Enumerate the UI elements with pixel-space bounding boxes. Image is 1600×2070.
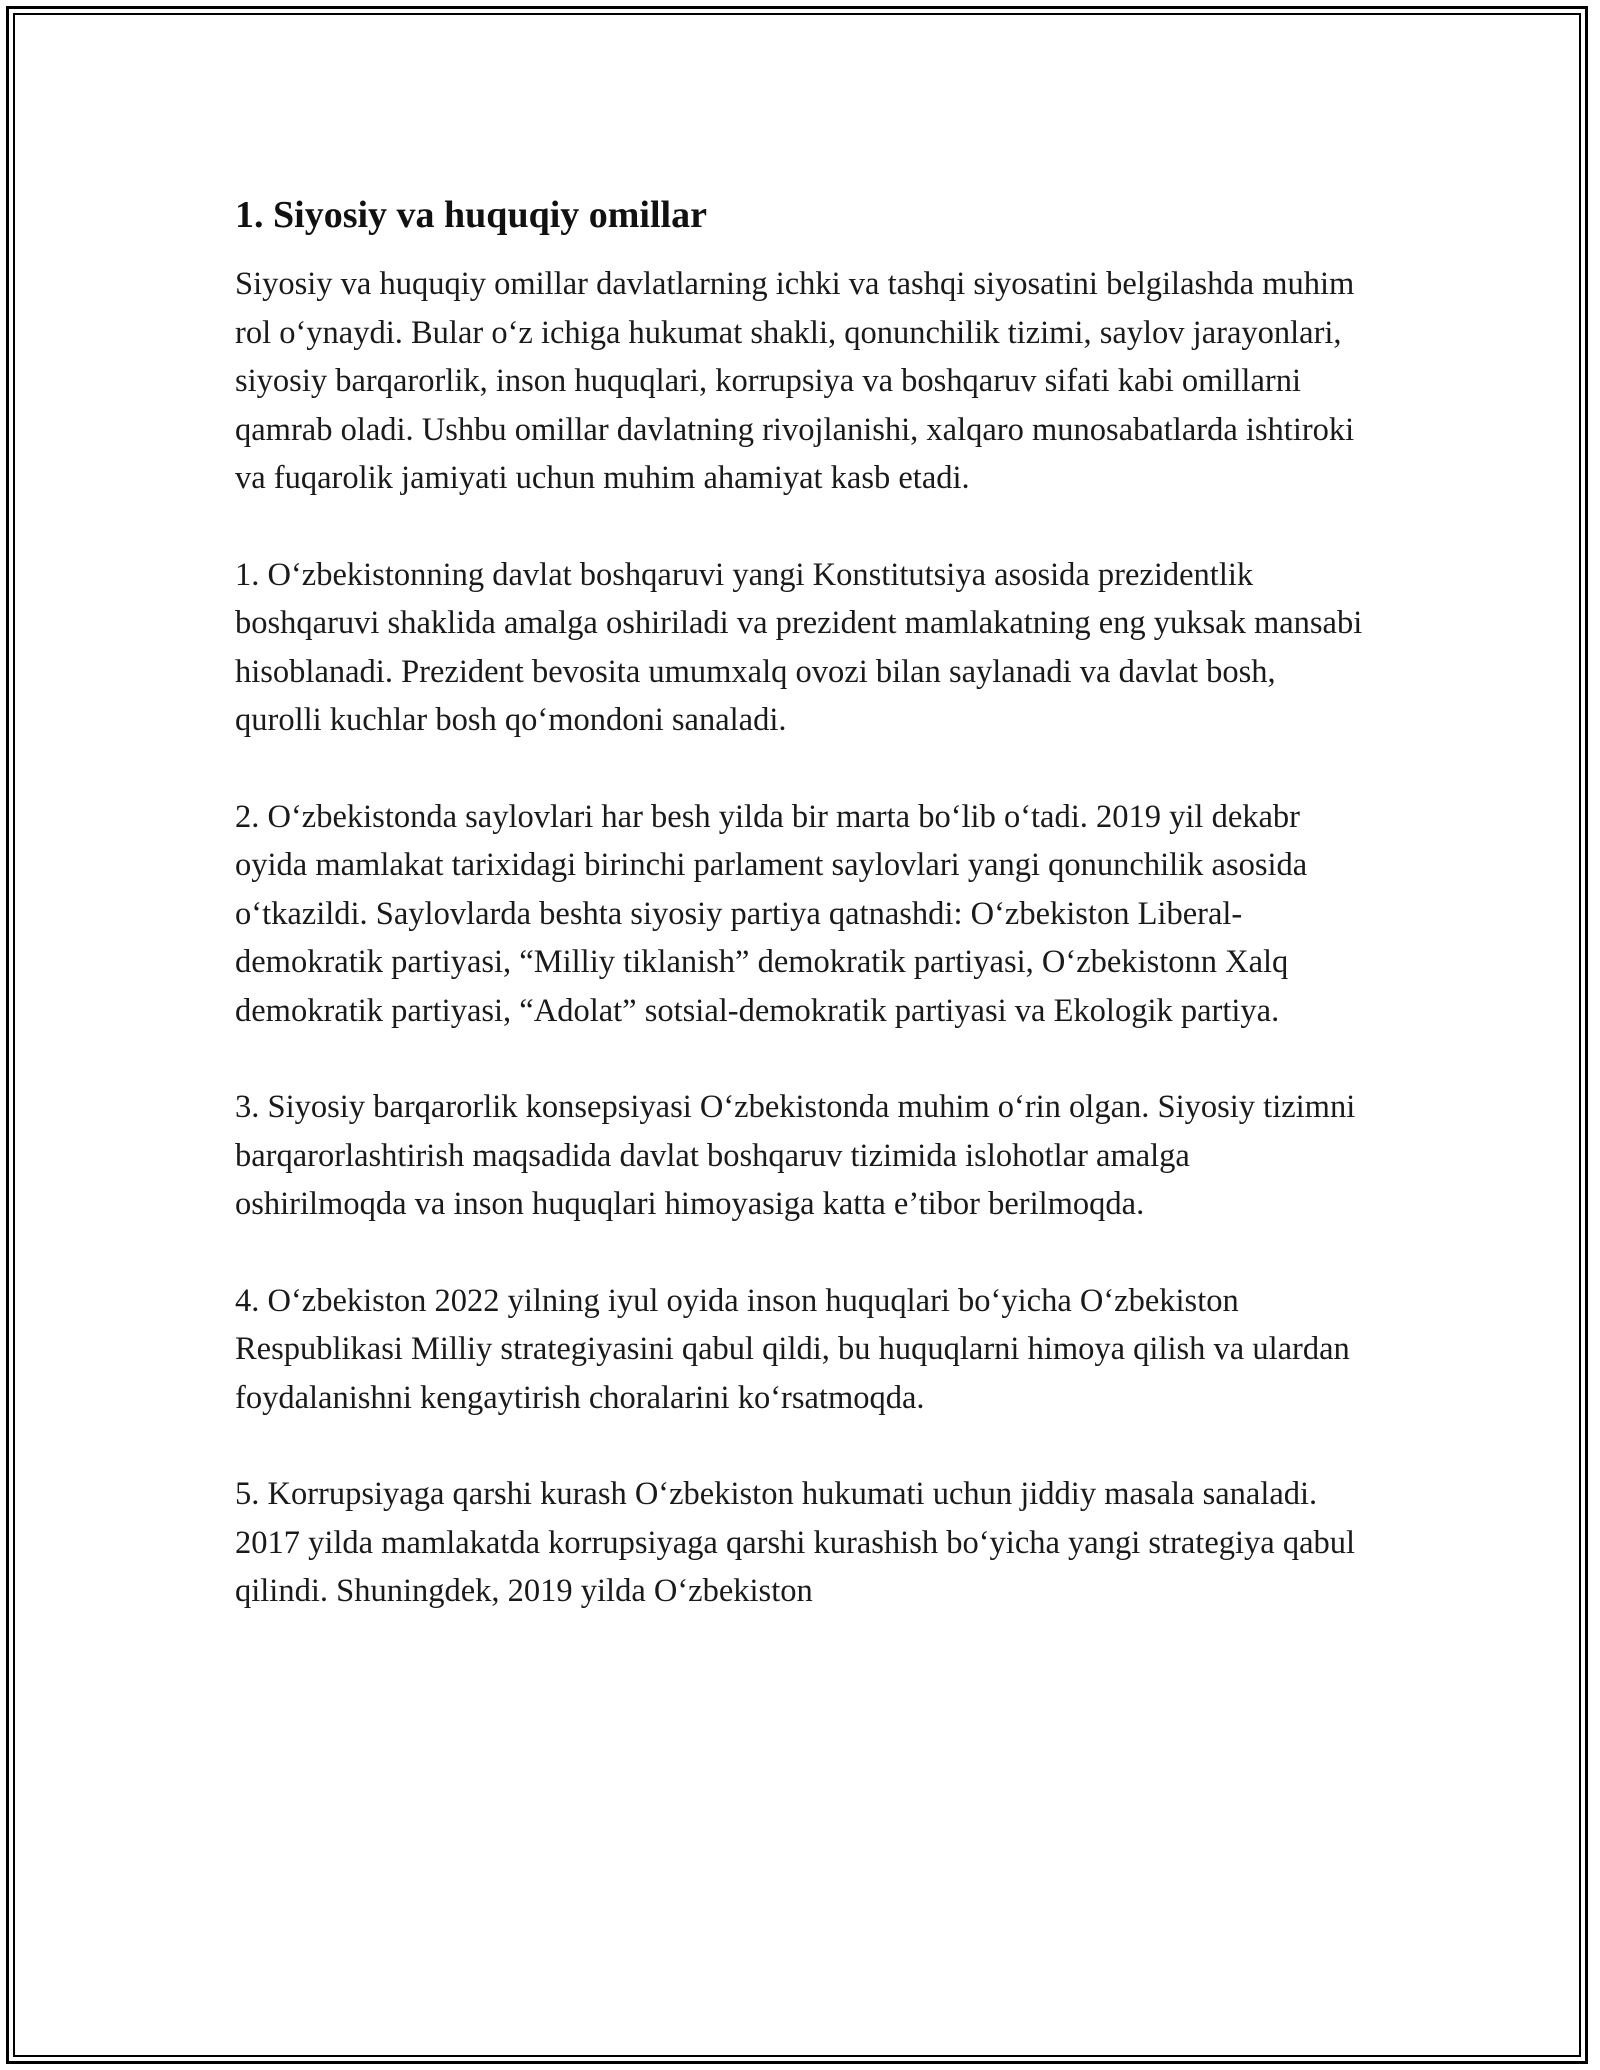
section-heading: 1. Siyosiy va huquqiy omillar (235, 194, 707, 236)
paragraph-item-1: 1. O‘zbekistonning davlat boshqaruvi yangi Konstitutsiya asosida prezidentlik boshqaruvi shaklida amalga oshiriladi va prezident mamlakatning eng yuksak mansabi hisoblanadi. Prezident bevosita umumxalq ovozi bilan saylanadi va davlat bosh, qurolli kuchlar bosh qo‘mondoni sanaladi. (235, 556, 1363, 738)
paragraph-item-2: 2. O‘zbekistonda saylovlari har besh yilda bir marta bo‘lib o‘tadi. 2019 yil dekabr oyida mamlakat tarixidagi birinchi parlament saylovlari yangi qonunchilik asosida o‘tkazildi. Saylovlarda beshta siyosiy partiya qatnashdi: O‘zbekiston Liberal-demokratik partiyasi, “Milliy tiklanish” demokratik partiyasi, O‘zbekistonn Xalq demokratik partiyasi, “Adolat” sotsial-demokratik partiyasi va Ekologik partiya. (235, 798, 1308, 1029)
intro-paragraph: Siyosiy va huquqiy omillar davlatlarning ichki va tashqi siyosatini belgilashda muhim rol o‘ynaydi. Bular o‘z ichiga hukumat shakli, qonunchilik tizimi, saylov jarayonlari, siyosiy barqarorlik, inson huquqlari, korrupsiya va boshqaruv sifati kabi omillarni qamrab oladi. Ushbu omillar davlatning rivojlanishi, xalqaro munosabatlarda ishtiroki va fuqarolik jamiyati uchun muhim ahamiyat kasb etadi. (235, 266, 1355, 496)
paragraph-item-3: 3. Siyosiy barqarorlik konsepsiyasi O‘zbekistonda muhim o‘rin olgan. Siyosiy tizimni barqarorlashtirish maqsadida davlat boshqaruv tizimida islohotlar amalga oshirilmoqda va inson huquqlari himoyasiga katta e’tibor berilmoqda. (235, 1089, 1356, 1222)
document-body (235, 190, 1365, 1664)
paragraph-item-5: 5. Korrupsiyaga qarshi kurash O‘zbekiston hukumati uchun jiddiy masala sanaladi. 2017 yilda mamlakatda korrupsiyaga qarshi kurashish bo‘yicha yangi strategiya qabul qilindi. Shuningdek, 2019 yilda O‘zbekiston (235, 1476, 1356, 1609)
paragraph-item-4: 4. O‘zbekiston 2022 yilning iyul oyida inson huquqlari bo‘yicha O‘zbekiston Respublikasi Milliy strategiyasini qabul qildi, bu huquqlarni himoya qilish va ulardan foydalanishni kengaytirish choralarini ko‘rsatmoqda. (235, 1282, 1350, 1416)
